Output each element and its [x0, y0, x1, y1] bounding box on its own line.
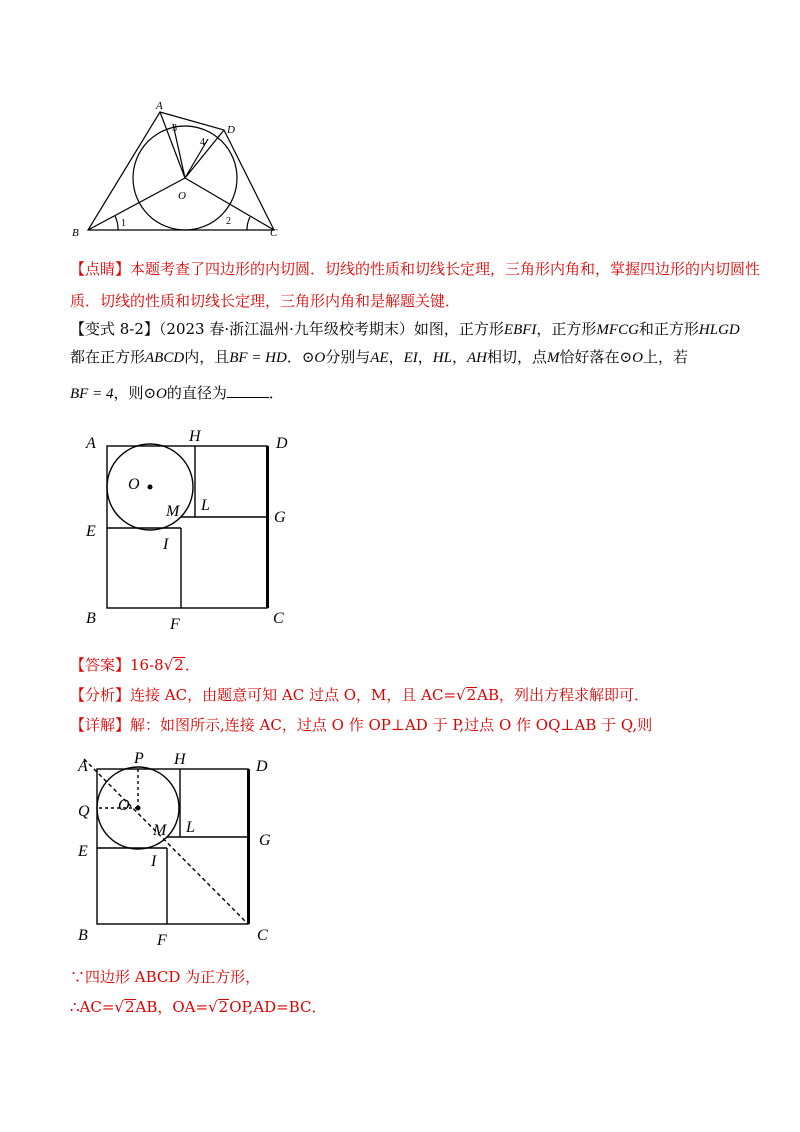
fig2-label-E: E: [86, 523, 96, 540]
fig3-label-L: L: [186, 819, 195, 836]
figure-squares-circle: [80, 425, 300, 635]
note-line-2: 质．切线的性质和切线长定理，三角形内角和是解题关键．: [70, 292, 461, 310]
fig3-label-M: M: [153, 822, 167, 839]
tangent-hl: HL: [432, 350, 452, 366]
comma: ，: [417, 348, 433, 366]
problem-text: 相切，点: [487, 348, 548, 366]
step-line-2: ∴AC=√2AB，OA=√2OP,AD=BC．: [70, 998, 327, 1016]
answer-end: ．: [184, 656, 200, 674]
fig1-label-O: O: [178, 190, 186, 202]
answer-radicand: 2: [174, 656, 184, 674]
step2-radicand-2: 2: [218, 998, 229, 1016]
fig3-label-B: B: [78, 927, 88, 944]
fig3-label-C: C: [257, 927, 268, 944]
fig2-label-I: I: [163, 536, 169, 553]
tangent-ah: AH: [467, 350, 487, 366]
problem-text: 和正方形: [638, 320, 699, 338]
problem-prefix: 【变式 8-2】（2023 春·浙江温州·九年级校考期末）如图，正方形: [70, 320, 504, 338]
fig3-label-D: D: [256, 758, 268, 775]
comma: ，: [451, 348, 467, 366]
problem-text: 内，且: [184, 348, 230, 366]
comma: ，: [388, 348, 404, 366]
fig2-label-C: C: [273, 610, 284, 627]
analysis-line: 【分析】连接 AC，由题意可知 AC 过点 O，M，且 AC=√2AB，列出方程求解即可．: [70, 686, 649, 704]
step2-text-end: OP,AD=BC．: [229, 998, 327, 1016]
problem-text: 的直径为: [166, 384, 227, 402]
fig3-label-Q: Q: [78, 803, 90, 820]
fig2-label-L: L: [201, 497, 210, 514]
problem-text: 都在正方形: [70, 348, 146, 366]
square-mfcg: MFCG: [596, 322, 639, 338]
problem-text: 上，若: [642, 348, 688, 366]
fig1-label-3: 3: [172, 123, 177, 134]
detail-text: 解：如图所示,连接 AC，过点 O 作 OP⊥AD 于 P,过点 O 作 OQ⊥AB 于 Q,则: [130, 716, 653, 734]
fig1-label-C: C: [270, 227, 278, 239]
equation-bf-hd: BF = HD: [229, 350, 287, 366]
circle-o: ⊙O: [619, 350, 643, 366]
fig3-label-A: A: [78, 758, 88, 775]
step2-radicand-1: 2: [124, 998, 135, 1016]
fig2-label-B: B: [86, 610, 96, 627]
tangent-ae: AE: [370, 350, 389, 366]
fig1-label-B: B: [72, 227, 79, 239]
square-abcd: ABCD: [145, 350, 185, 366]
square-hlgd: HLGD: [698, 322, 740, 338]
detail-line: [70, 714, 652, 736]
fig2-label-G: G: [274, 509, 286, 526]
problem-text: ．: [286, 348, 302, 366]
tangent-ei: EI: [403, 350, 418, 366]
fig2-label-O: O: [128, 476, 140, 493]
circle-o: ⊙O: [143, 386, 167, 402]
square-ebfi: EBFI: [503, 322, 537, 338]
fig2-label-F: F: [170, 616, 180, 633]
fig1-label-4: 4: [200, 137, 205, 148]
fig3-label-P: P: [134, 750, 144, 767]
fig1-label-A: A: [156, 100, 163, 112]
fig3-label-I: I: [151, 853, 157, 870]
problem-text: ，则: [113, 384, 144, 402]
problem-line-1: [70, 318, 740, 341]
fig2-label-A: A: [86, 435, 96, 452]
fig3-label-F: F: [157, 932, 167, 949]
problem-line-3: [70, 382, 284, 405]
note-line-1: 【点睛】本题考查了四边形的内切圆．切线的性质和切线长定理，三角形内角和，掌握四边形的内切圆性: [70, 260, 761, 278]
fig1-label-2: 2: [226, 216, 231, 227]
answer-blank: [227, 383, 269, 398]
problem-text: ．: [268, 384, 284, 402]
fig3-label-G: G: [259, 832, 271, 849]
answer-line: 【答案】16-8√2．: [70, 656, 200, 674]
detail-label: 【详解】: [70, 716, 131, 734]
step2-text: ∴AC=: [70, 998, 115, 1016]
fig3-label-E: E: [78, 843, 88, 860]
circle-o: ⊙O: [301, 350, 326, 366]
equation-bf-4: BF = 4: [70, 386, 114, 402]
analysis-text: 连接 AC，由题意可知 AC 过点 O，M，且 AC=: [130, 686, 457, 704]
problem-text: ，正方形: [536, 320, 597, 338]
answer-value: 16-8: [130, 656, 164, 674]
fig2-label-D: D: [276, 435, 288, 452]
answer-label: 【答案】: [70, 656, 131, 674]
fig2-label-H: H: [189, 428, 201, 445]
problem-text: 恰好落在: [559, 348, 620, 366]
fig3-label-O: O: [118, 797, 130, 814]
fig1-label-D: D: [227, 124, 235, 136]
analysis-radicand: 2: [466, 686, 477, 704]
fig3-label-H: H: [174, 751, 186, 768]
fig1-label-1: 1: [121, 218, 126, 229]
problem-line-2: [70, 346, 688, 369]
problem-text: 分别与: [325, 348, 371, 366]
point-m: M: [547, 350, 560, 366]
figure-solution-diagram: [70, 745, 290, 950]
figure-quadrilateral-incircle: [60, 95, 290, 240]
step-line-1: ∵四边形 ABCD 为正方形，: [70, 968, 261, 986]
fig2-label-M: M: [166, 503, 180, 520]
step2-text: AB，OA=: [135, 998, 209, 1016]
analysis-label: 【分析】: [70, 686, 131, 704]
analysis-text-end: AB，列出方程求解即可．: [477, 686, 649, 704]
